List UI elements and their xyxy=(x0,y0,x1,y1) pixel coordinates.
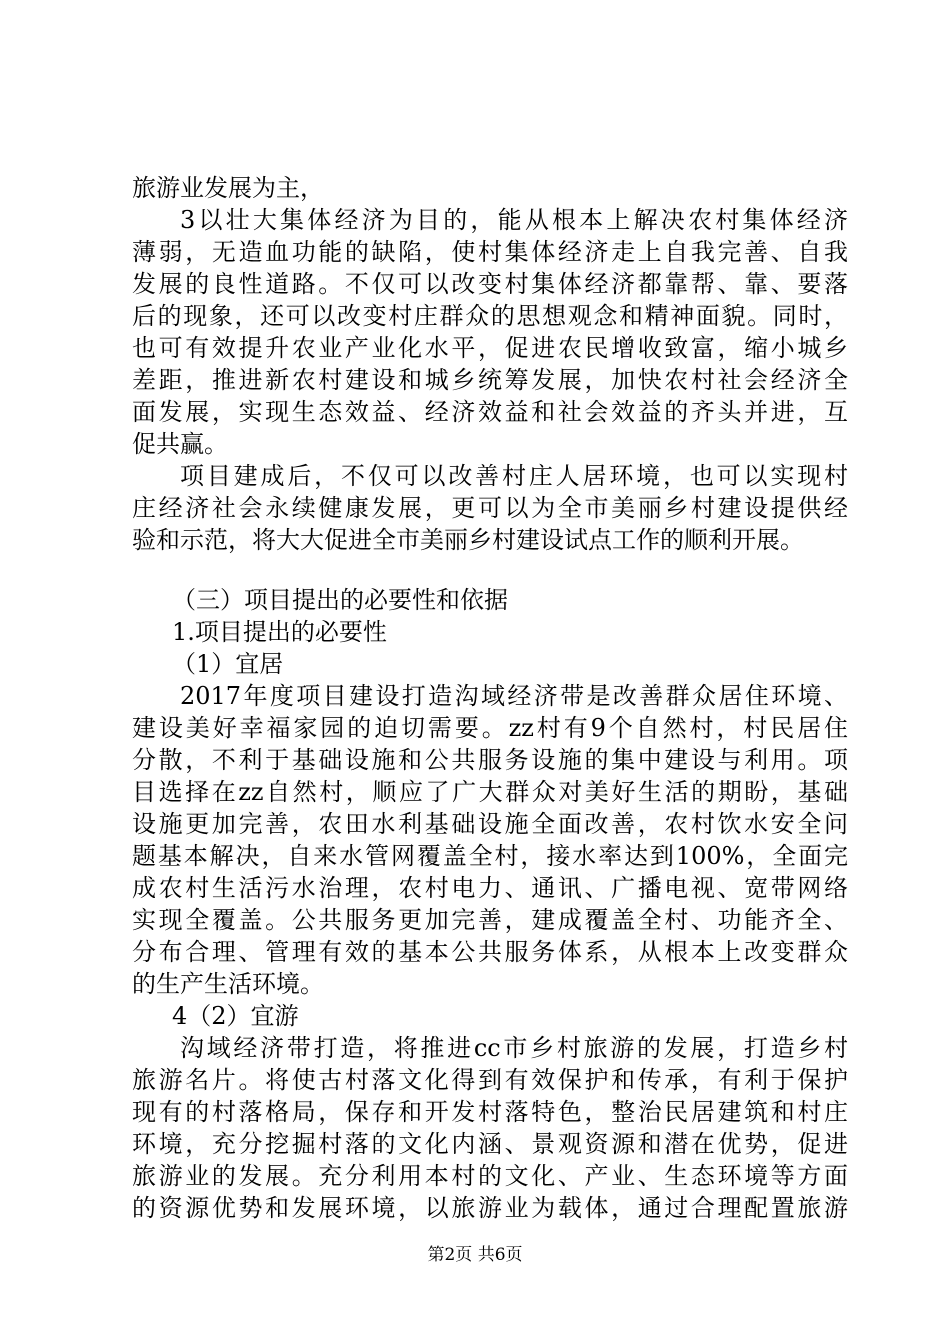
paragraph-gap xyxy=(132,556,848,584)
text-line: 薄弱，无造血功能的缺陷，使村集体经济走上自我完善、自我 xyxy=(132,238,848,266)
text-line: 旅游业发展为主， xyxy=(132,174,324,202)
text-line: 后的现象，还可以改变村庄群众的思想观念和精神面貌。同时， xyxy=(132,302,848,330)
text-line: 差距，推进新农村建设和城乡统筹发展，加快农村社会经济全 xyxy=(132,366,848,394)
page-number-footer: 第2页 共6页 xyxy=(427,1245,523,1265)
text-line: 验和示范，将大大促进全市美丽乡村建设试点工作的顺利开展。 xyxy=(132,526,804,554)
text-line: 旅游名片。将使古村落文化得到有效保护和传承，有利于保护 xyxy=(132,1066,848,1094)
text-line: 沟域经济带打造，将推进cc市乡村旅游的发展，打造乡村 xyxy=(180,1034,848,1062)
text-line: 成农村生活污水治理，农村电力、通讯、广播电视、宽带网络 xyxy=(132,874,848,902)
text-line: 现有的村落格局，保存和开发村落特色，整治民居建筑和村庄 xyxy=(132,1098,848,1126)
subsection-heading: 1.项目提出的必要性 xyxy=(172,618,387,646)
text-line: 发展的良性道路。不仅可以改变村集体经济都靠帮、靠、要落 xyxy=(132,270,848,298)
document-body xyxy=(132,172,848,1224)
text-line: 3以壮大集体经济为目的，能从根本上解决农村集体经济 xyxy=(180,206,848,234)
text-line: 建设美好幸福家园的迫切需要。zz村有9个自然村，村民居住 xyxy=(132,714,848,742)
item-heading-livable: （1）宜居 xyxy=(172,650,284,678)
text-line: 实现全覆盖。公共服务更加完善，建成覆盖全村、功能齐全、 xyxy=(132,906,848,934)
text-line: 旅游业的发展。充分利用本村的文化、产业、生态环境等方面 xyxy=(132,1162,848,1190)
text-line: 环境，充分挖掘村落的文化内涵、景观资源和潜在优势，促进 xyxy=(132,1130,848,1158)
text-line: 题基本解决，自来水管网覆盖全村，接水率达到100%，全面完 xyxy=(132,842,848,870)
text-line: 设施更加完善，农田水利基础设施全面改善，农村饮水安全问 xyxy=(132,810,848,838)
text-line: 也可有效提升农业产业化水平，促进农民增收致富，缩小城乡 xyxy=(132,334,848,362)
item-heading-tourism: 4（2）宜游 xyxy=(172,1002,299,1030)
text-line: 的生产生活环境。 xyxy=(132,970,324,998)
text-line: 分散，不利于基础设施和公共服务设施的集中建设与利用。项 xyxy=(132,746,848,774)
section-heading: （三）项目提出的必要性和依据 xyxy=(172,586,508,614)
text-line: 项目建成后，不仅可以改善村庄人居环境，也可以实现村 xyxy=(180,462,848,490)
text-line: 2017年度项目建设打造沟域经济带是改善群众居住环境、 xyxy=(180,682,848,710)
text-line: 的资源优势和发展环境，以旅游业为载体，通过合理配置旅游 xyxy=(132,1194,848,1222)
text-line: 目选择在zz自然村，顺应了广大群众对美好生活的期盼，基础 xyxy=(132,778,848,806)
text-line: 面发展，实现生态效益、经济效益和社会效益的齐头并进，互 xyxy=(132,398,848,426)
text-line: 庄经济社会永续健康发展，更可以为全市美丽乡村建设提供经 xyxy=(132,494,848,522)
text-line: 分布合理、管理有效的基本公共服务体系，从根本上改变群众 xyxy=(132,938,848,966)
text-line: 促共赢。 xyxy=(132,430,228,458)
